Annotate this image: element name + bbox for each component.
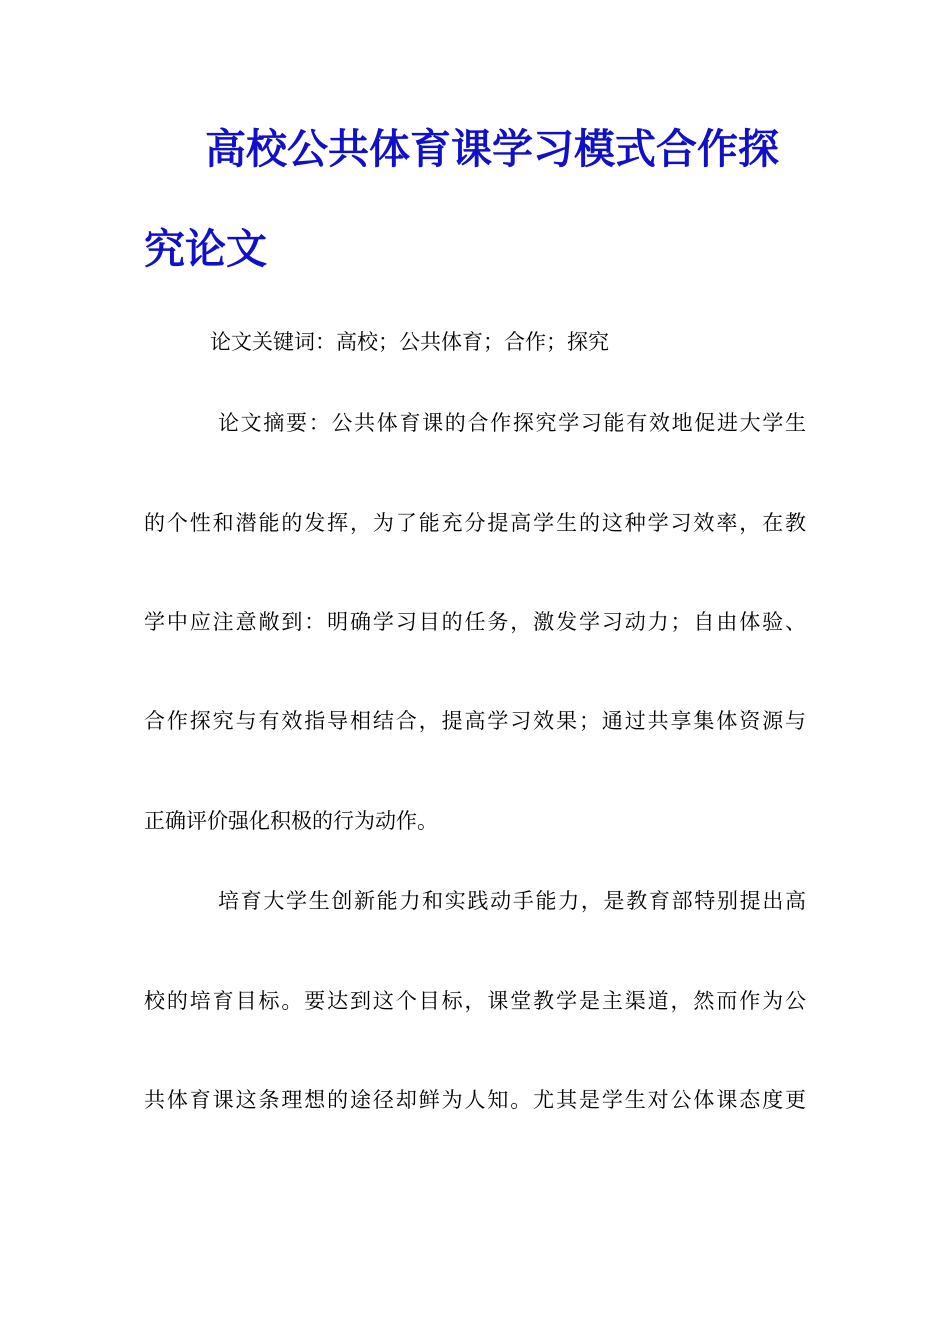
abstract-line: 论文摘要：公共体育课的合作探究学习能有效地促进大学生 <box>218 411 806 435</box>
abstract-line: 的个性和潜能的发挥，为了能充分提高学生的这种学习效率，在教 <box>144 511 806 535</box>
abstract-line: 合作探究与有效指导相结合，提高学习效果；通过共享集体资源与 <box>144 709 806 733</box>
body-line: 校的培育目标。要达到这个目标，课堂教学是主渠道，然而作为公 <box>144 989 806 1013</box>
document-title-line-1: 高校公共体育课学习模式合作探 <box>205 125 779 173</box>
body-line: 共体育课这条理想的途径却鲜为人知。尤其是学生对公体课态度更 <box>144 1088 806 1112</box>
abstract-line: 正确评价强化积极的行为动作。 <box>144 809 438 833</box>
keywords-line: 论文关键词：高校；公共体育；合作；探究 <box>210 330 609 354</box>
body-line: 培育大学生创新能力和实践动手能力，是教育部特别提出高 <box>218 889 806 913</box>
abstract-line: 学中应注意敞到：明确学习目的任务，激发学习动力；自由体验、 <box>144 610 806 634</box>
document-title-line-2: 究论文 <box>144 225 267 273</box>
